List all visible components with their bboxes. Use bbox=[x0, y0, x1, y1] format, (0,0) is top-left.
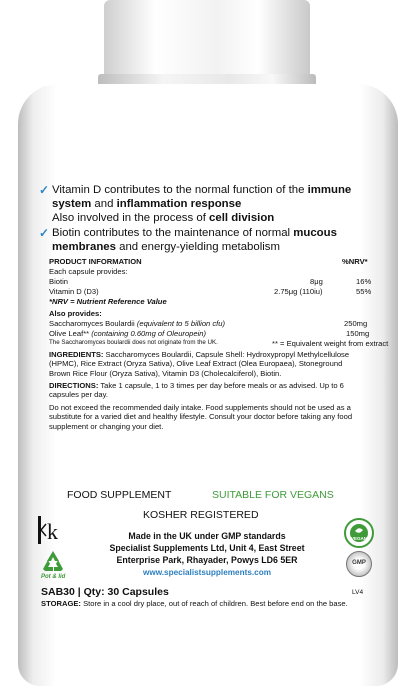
vegan-badge-text: VEGAN bbox=[350, 536, 367, 541]
claim-bold: membranes bbox=[52, 241, 116, 253]
nrv-note: *NRV = Nutrient Reference Value bbox=[49, 297, 167, 306]
also-amount: 250mg bbox=[344, 319, 368, 328]
directions-label: DIRECTIONS: bbox=[49, 381, 99, 390]
directions-text: Take 1 capsule, 1 to 3 times per day before meals or as advised. Up to 6 bbox=[98, 381, 344, 390]
claim-text: and bbox=[91, 198, 117, 210]
claim-text: Also involved in the process of bbox=[52, 212, 210, 224]
kosher-logo-icon bbox=[38, 515, 60, 545]
warning-block bbox=[49, 403, 383, 431]
also-row bbox=[49, 329, 206, 338]
each-capsule-text: Each capsule provides: bbox=[49, 267, 128, 276]
made-in-uk: Made in the UK under GMP standards bbox=[128, 531, 286, 541]
ingredients-text: Saccharomyces Boulardii, Capsule Shell: Hydroxypropyl Methylcellulose bbox=[103, 350, 350, 359]
equivalent-note: ** = Equivalent weight from extract bbox=[272, 339, 389, 348]
check-icon: ✓ bbox=[39, 183, 50, 197]
nutrient-nrv: 16% bbox=[356, 277, 372, 286]
storage-line bbox=[41, 599, 348, 608]
storage-text: Store in a cool dry place, out of reach of children. Best before end on the base. bbox=[80, 599, 348, 608]
claim-text: and energy-yielding metabolism bbox=[115, 241, 280, 253]
ingredients-text: Brown Rice Flour (Oryza Sativa), Vitamin D3 (Cholecalciferol), Biotin. bbox=[49, 368, 282, 378]
gmp-badge bbox=[346, 551, 372, 577]
claim-bold: mucous bbox=[293, 227, 337, 239]
vegan-badge bbox=[344, 518, 374, 548]
product-info-heading: PRODUCT INFORMATION bbox=[49, 257, 142, 266]
website-link[interactable]: www.specialistsupplements.com bbox=[142, 568, 271, 577]
nutrient-amount: 2.75μg (110iu) bbox=[274, 287, 323, 296]
recycle-icon bbox=[40, 549, 66, 573]
also-note: (equivalent to 5 billion cfu) bbox=[136, 319, 226, 328]
warning-text: Do not exceed the recommended daily intake. Food supplements should not be used as a bbox=[49, 403, 351, 412]
also-provides-heading: Also provides: bbox=[49, 309, 102, 318]
origin-note: The Saccharomyces boulardii does not originate from the UK. bbox=[49, 339, 218, 346]
claim-bold: cell division bbox=[209, 212, 275, 224]
suitable-for-vegans-label: SUITABLE FOR VEGANS bbox=[212, 489, 334, 501]
also-name: Olive Leaf** bbox=[49, 329, 90, 338]
nrv-header: %NRV* bbox=[342, 257, 368, 266]
also-note: (containing 0.60mg of Oleuropein) bbox=[91, 329, 207, 338]
directions-block bbox=[49, 381, 383, 400]
nutrient-amount: 8μg bbox=[310, 277, 323, 286]
ingredients-text: (HPMC), Rice Extract (Oryza Sativa), Olive Leaf Extract (Olea Europaea), Stoneground bbox=[49, 359, 343, 369]
claim-vitamin-d bbox=[39, 183, 352, 225]
also-row bbox=[49, 319, 225, 328]
storage-label: STORAGE: bbox=[41, 599, 81, 608]
svg-text:k: k bbox=[47, 519, 58, 544]
kosher-label: KOSHER REGISTERED bbox=[143, 509, 259, 521]
claim-bold: immune bbox=[307, 184, 352, 196]
ingredients-label: INGREDIENTS: bbox=[49, 350, 104, 359]
bottle-cap bbox=[104, 0, 310, 82]
directions-text: capsules per day. bbox=[49, 390, 108, 400]
nutrient-name: Vitamin D (D3) bbox=[49, 287, 99, 296]
claim-bold: system bbox=[52, 198, 92, 210]
check-icon: ✓ bbox=[39, 226, 50, 240]
claim-text: Vitamin D contributes to the normal function of the bbox=[52, 184, 308, 196]
also-name: Saccharomyces Boulardii bbox=[49, 319, 135, 328]
address-line: Enterprise Park, Rhayader, Powys LD6 5ER bbox=[116, 555, 298, 565]
nutrient-nrv: 55% bbox=[356, 287, 372, 296]
company-line: Specialist Supplements Ltd, Unit 4, East Street bbox=[109, 543, 305, 553]
claim-bold: inflammation response bbox=[116, 198, 242, 210]
recycle-label: Pot & lid bbox=[41, 574, 66, 580]
warning-text: supplement or changing your diet. bbox=[49, 421, 164, 431]
ingredients-block bbox=[49, 350, 383, 378]
nutrient-name: Biotin bbox=[49, 277, 68, 286]
product-code: SAB30 | Qty: 30 Capsules bbox=[41, 586, 169, 598]
food-supplement-label: FOOD SUPPLEMENT bbox=[67, 489, 172, 501]
claim-text: Biotin contributes to the maintenance of normal bbox=[52, 227, 294, 239]
gmp-badge-text: GMP bbox=[352, 560, 366, 566]
also-amount: 150mg bbox=[346, 329, 370, 338]
claim-biotin bbox=[39, 226, 337, 254]
warning-text: substitute for a varied diet and healthy lifestyle. Consult your doctor before taking any food bbox=[49, 412, 353, 422]
lv-code: LV4 bbox=[352, 589, 364, 596]
